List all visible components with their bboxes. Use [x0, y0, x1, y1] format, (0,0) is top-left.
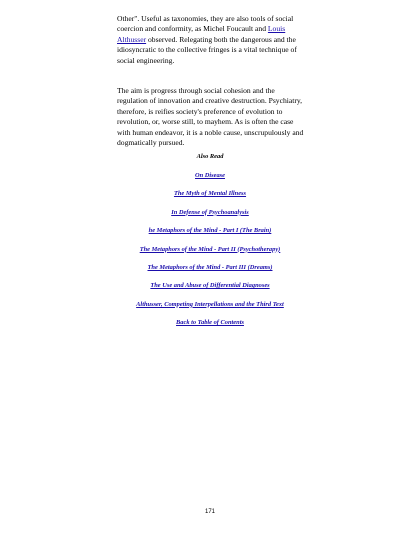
paragraph-1: [117, 14, 305, 66]
also-read-item: [0, 301, 420, 319]
also-read-item: [0, 264, 420, 282]
also-read-links: [0, 172, 420, 338]
link-table-of-contents[interactable]: Back to Table of Contents: [176, 319, 244, 327]
also-read-item: [0, 227, 420, 245]
link-metaphors-part-3[interactable]: The Metaphors of the Mind - Part III (Dreams): [147, 263, 273, 271]
link-myth-of-mental-illness[interactable]: The Myth of Mental Illness: [173, 190, 247, 198]
paragraph-2: The aim is progress through social cohesion and the regulation of innovation and creative destruction. Psychiatry, therefore, is reifies society's preference of evolution to revolution, or, worse still, to mayhem. As is often the case with human endeavor, it is a noble cause, unscrupulously and dogmatically pursued.: [117, 86, 304, 148]
link-differential-diagnoses[interactable]: The Use and Abuse of Differential Diagnoses: [150, 282, 270, 290]
also-read-item: [0, 319, 420, 337]
also-read-item: [0, 190, 420, 208]
link-metaphors-part-2[interactable]: The Metaphors of the Mind - Part II (Psychotherapy): [139, 245, 281, 253]
louis-althusser-link[interactable]: Louis Althusser: [117, 24, 286, 44]
link-defense-of-psychoanalysis[interactable]: In Defense of Psychoanalysis: [171, 208, 249, 216]
link-althusser-interpellations[interactable]: Althusser, Competing Interpellations and the Third Text: [136, 300, 284, 308]
paragraph-1-end: observed. Relegating both the dangerous and the idiosyncratic to the collective fringes is a vital technique of social engineering.: [117, 34, 297, 65]
also-read-item: [0, 209, 420, 227]
link-metaphors-part-1[interactable]: he Metaphors of the Mind - Part I (The Brain): [148, 227, 272, 235]
link-on-disease[interactable]: On Disease: [195, 172, 225, 179]
also-read-item: [0, 282, 420, 300]
also-read-heading: Also Read: [196, 153, 224, 160]
also-read-item: [0, 172, 420, 190]
also-read-item: [0, 246, 420, 264]
page-number: 171: [204, 509, 215, 515]
paragraph-1-start: Other". Useful as taxonomies, they are also tools of social coercion and conformity, as Michel Foucault and: [117, 14, 294, 34]
